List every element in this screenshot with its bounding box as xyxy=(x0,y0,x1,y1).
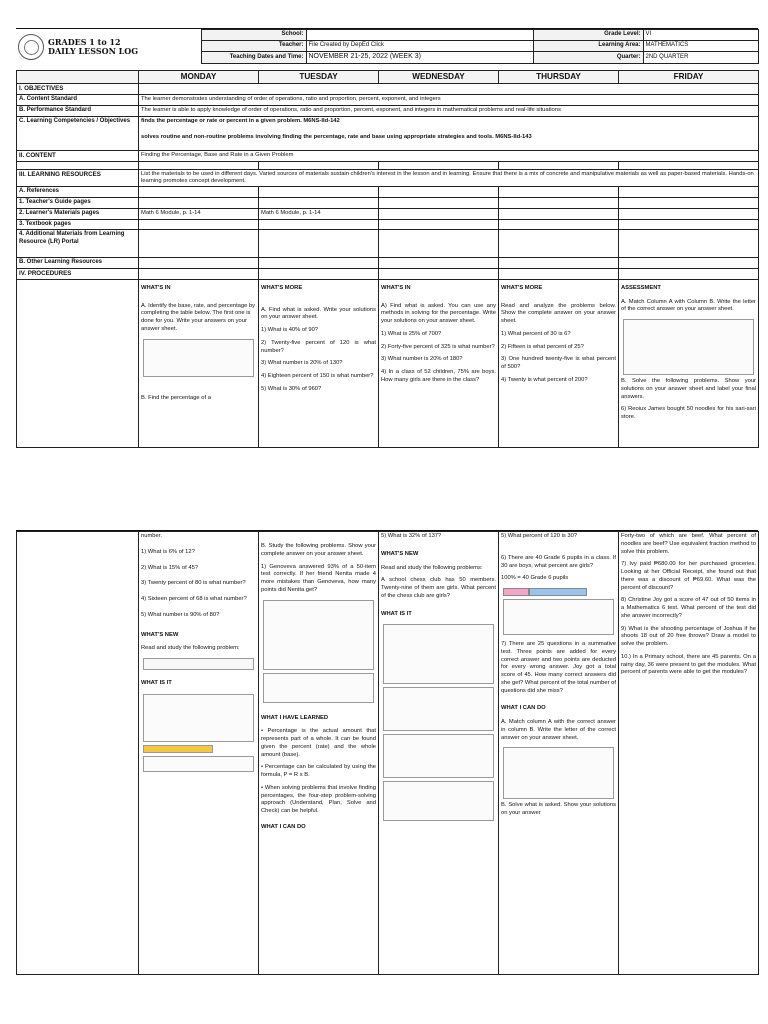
thursday-q4: 4) Twenty is what percent of 200? xyxy=(501,376,588,383)
wednesday-q2: 2) Forty-five percent of 325 is what number? xyxy=(381,343,495,350)
monday-p1: A. Identify the base, rate, and percentage by completing the table below. The first one is done for you. Write your answers on your answer sheet. xyxy=(141,302,256,332)
thursday-q2: 2) Fifteen is what percent of 25? xyxy=(501,343,584,350)
lm-monday: Math 6 Module, p. 1-14 xyxy=(139,208,259,219)
p2-thursday-q6: 6) There are 40 Grade 6 pupils in a class. If 30 are boys, what percent are girls? xyxy=(501,554,616,569)
lm-tuesday: Math 6 Module, p. 1-14 xyxy=(259,208,379,219)
performance-standard-label: B. Performance Standard xyxy=(17,106,139,117)
wednesday-continued xyxy=(379,532,499,975)
tuesday-q3: 3) What number is 20% of 130? xyxy=(261,360,343,367)
tuesday-q2: 2) Twenty-five percent of 120 is what number? xyxy=(261,339,376,354)
p2-thursday-h1: WHAT I CAN DO xyxy=(501,705,546,712)
p2-thursday-q7: 7) There are 25 questions in a summative test. Three points are added for every correct answer and two points are deducted for every wrong answer. Joy got a total score of 45. How many correct answers did she get? What percent of the total number of questions did she miss? xyxy=(501,641,616,694)
p2-thursday-q6b: 100% = 40 Grade 6 pupils xyxy=(501,575,569,582)
lm-pages-label: 2. Learner's Materials pages xyxy=(17,208,139,219)
solution-steps-figure xyxy=(143,756,254,772)
p2-monday-q4: 4) Sixteen percent of 68 is what number? xyxy=(141,596,247,603)
chess-club-solution-figure xyxy=(383,624,494,684)
problem-box-figure xyxy=(143,658,254,670)
deped-seal-icon xyxy=(18,34,44,60)
friday-p3: 6) Reoiux James bought 50 noodles for his sari-sari store. xyxy=(621,406,756,421)
logo-line-1: GRADES 1 to 12 xyxy=(48,37,121,48)
tuesday-title: WHAT'S MORE xyxy=(261,284,303,291)
p2-thursday-q5: 5) What percent of 120 is 30? xyxy=(501,533,578,539)
pupils-bar-model xyxy=(503,588,614,596)
grade-level-label: Grade Level: xyxy=(533,30,643,41)
wednesday-q3: 3) What number is 20% of 180? xyxy=(381,356,463,363)
genoveva-diagram-figure xyxy=(263,600,374,670)
lesson-log-page-1 xyxy=(16,28,758,470)
competency-2: solves routine and non-routine problems involving finding the percentage, rate and base using appropriate strategies and tools. M6NS-IId-143 xyxy=(141,134,532,141)
thursday-q1: 1) What percent of 30 is 6? xyxy=(501,330,571,337)
thursday-procedure xyxy=(499,279,619,447)
blank-header xyxy=(17,70,139,84)
p2-tuesday-h2: WHAT I CAN DO xyxy=(261,824,306,831)
procedures-label: IV. PROCEDURES xyxy=(17,268,139,279)
teacher-value: File Created by DepEd Click xyxy=(306,41,533,52)
worked-solution-figure xyxy=(143,694,254,742)
logo-cell xyxy=(16,30,201,64)
boys-bar-segment xyxy=(529,588,587,596)
grade-level-value: VI xyxy=(643,30,758,41)
p2-tuesday-h1: WHAT I HAVE LEARNED xyxy=(261,714,329,721)
p2-monday-p0: number. xyxy=(141,533,162,539)
p2-tuesday-p1: B. Study the following problems. Show your complete answer on your answer sheet. xyxy=(261,543,376,557)
tuesday-q4: 4) Eighteen percent of 150 is what number? xyxy=(261,373,374,380)
ratio-method-figure xyxy=(383,734,494,778)
quarter-value: 2ND QUARTER xyxy=(643,52,758,64)
p2-friday-p3: 8) Christine Joy got a score of 47 out of 50 items in a Mathematics 6 test. What percent of the test did she answer incorrectly? xyxy=(621,597,756,619)
wednesday-p1: A) Find what is asked. You can use any methods in solving for the percentage. Write your solutions on your answer sheet. xyxy=(381,302,496,325)
logo-line-2: DAILY LESSON LOG xyxy=(48,46,139,57)
tuesday-q5: 5) What is 30% of 960? xyxy=(261,385,322,392)
p2-wednesday-q5: 5) What is 32% of 137? xyxy=(381,533,442,539)
content-text: Finding the Percentage, Base and Rate in a Given Problem xyxy=(139,150,759,161)
teaching-dates-label: Teaching Dates and Time: xyxy=(201,52,306,64)
p2-tuesday-b2: • Percentage can be calculated by using the formula, P = R x B. xyxy=(261,764,376,779)
p2-wednesday-p2: A school chess club has 50 members. Twenty-nine of them are girls. What percent of the chess club are girls? xyxy=(381,577,496,599)
p2-monday-h2: WHAT IS IT xyxy=(141,680,172,687)
header-table xyxy=(16,29,759,64)
teacher-label: Teacher: xyxy=(201,41,306,52)
day-tuesday: TUESDAY xyxy=(259,70,379,84)
monday-procedure xyxy=(139,279,259,447)
content-label: II. CONTENT xyxy=(17,150,139,161)
tg-pages-label: 1. Teacher's Guide pages xyxy=(17,198,139,209)
p2-thursday-p2: B. Solve what is asked. Show your solutions on your answer xyxy=(501,802,616,817)
day-header-row xyxy=(17,70,759,84)
procedures-table-continued xyxy=(16,531,759,975)
friday-procedure xyxy=(619,279,759,447)
lesson-log-page-2 xyxy=(16,530,758,974)
matching-columns-figure xyxy=(623,319,754,375)
resources-label: III. LEARNING RESOURCES xyxy=(17,169,139,187)
thursday-q3: 3) One hundred twenty-five is what percent of 500? xyxy=(501,356,616,371)
procedures-table xyxy=(16,70,759,448)
p2-friday-p2: 7) Ivy paid ₱680.00 for her purchased groceries. Looking at her Official Receipt, she found out that there was a discount of ₱69.60. What was the percent of discount? xyxy=(621,561,756,591)
p2-monday-p1: Read and study the following problem: xyxy=(141,645,240,652)
p2-friday-p4: 9) What is the shooting percentage of Joshua if he shoots 18 out of 20 free throws? Draw a model to solve the problem. xyxy=(621,625,756,648)
p2-wednesday-p1: Read and study the following problems: xyxy=(381,564,483,571)
day-wednesday: WEDNESDAY xyxy=(379,70,499,84)
content-standard-text: The learner demonstrates understanding of order of operations, ratio and proportion, percent, exponent, and integers xyxy=(139,95,759,106)
learning-area-label: Learning Area: xyxy=(533,41,643,52)
content-standard-label: A. Content Standard xyxy=(17,95,139,106)
p2-wednesday-h1: WHAT'S NEW xyxy=(381,550,419,557)
friday-p2: B. Solve the following problems. Show your solutions on your answer sheet and label your final answers. xyxy=(621,378,756,400)
p2-monday-q1: 1) What is 6% of 12? xyxy=(141,548,195,555)
other-resources-label: B. Other Learning Resources xyxy=(17,258,139,269)
p2-tuesday-p2: 1) Genoveva answered 93% of a 50-item test correctly. If her friend Nenita made 4 more mistakes than Genoveva, how many points did Nenita get? xyxy=(261,563,376,593)
p2-friday-p5: 10.) In a Primary school, there are 45 parents. On a rainy day, 36 were present to get the modules. What percent of parents were able to get the modules? xyxy=(621,653,756,676)
references-label: A. References xyxy=(17,187,139,198)
performance-standard-text: The learner is able to apply knowledge of order of operations, ratio and proportion, percent, exponent, and integers in mathematical problems and real-life situations xyxy=(139,106,759,117)
matching-columns-figure-2 xyxy=(503,747,614,799)
day-friday: FRIDAY xyxy=(619,70,759,84)
p2-monday-h1: WHAT'S NEW xyxy=(141,631,179,638)
wednesday-title: WHAT'S IN xyxy=(381,284,411,291)
additional-materials-label: 4. Additional Materials from Learning Resource (LR) Portal xyxy=(17,230,139,258)
base-rate-table-figure xyxy=(143,339,254,377)
wednesday-q4: 4) In a class of 52 children, 75% are boys. How many girls are there in the class? xyxy=(381,369,496,383)
school-label: School: xyxy=(201,30,306,41)
school-value xyxy=(306,30,533,41)
p2-wednesday-h2: WHAT IS IT xyxy=(381,610,412,617)
tuesday-q1: 1) What is 40% of 90? xyxy=(261,327,319,334)
tuesday-continued xyxy=(259,532,379,975)
thursday-continued xyxy=(499,532,619,975)
quarter-label: Quarter: xyxy=(533,52,643,64)
monday-p2: B. Find the percentage of a xyxy=(141,394,211,401)
p2-tuesday-b1: • Percentage is the actual amount that represents part of a whole. It can be found given the percent (rate) and the whole amount (base). xyxy=(261,728,376,758)
tuesday-p1: A. Find what is asked. Write your solutions on your answer sheet. xyxy=(261,306,376,321)
day-monday: MONDAY xyxy=(139,70,259,84)
p2-tuesday-b3: • When solving problems that involve finding percentages, the four-step problem-solving approach (Understand, Plan, Solve and Check) can be helpful. xyxy=(261,784,376,815)
girls-bar-segment xyxy=(503,588,529,596)
textbook-pages-label: 3. Textbook pages xyxy=(17,219,139,230)
learning-area-value: MATHEMATICS xyxy=(643,41,758,52)
resources-text: List the materials to be used in different days. Varied sources of materials sustain children's interest in the lesson and in learning. Ensure that there is a mix of concrete and manipulative materials as well as paper-based materials. Hands-on learning promotes concept development. xyxy=(139,169,759,187)
p2-monday-q2: 2) What is 15% of 45? xyxy=(141,564,199,571)
competency-1: finds the percentage or rate or percent in a given problem. M6NS-IId-142 xyxy=(141,117,340,124)
thursday-p1: Read and analyze the problems below. Show the complete answer on your answer sheet. xyxy=(501,302,616,325)
friday-p1: A. Match Column A with Column B. Write the letter of the correct answer on your answer sheet. xyxy=(621,298,756,313)
chess-club-model-figure xyxy=(383,687,494,731)
bar-model-figure xyxy=(143,745,213,753)
day-thursday: THURSDAY xyxy=(499,70,619,84)
p2-monday-q5: 5) What number is 90% of 80? xyxy=(141,611,220,618)
thursday-title: WHAT'S MORE xyxy=(501,284,543,291)
wednesday-q1: 1) What is 25% of 700? xyxy=(381,330,442,337)
objectives-label: I. OBJECTIVES xyxy=(17,84,139,95)
wednesday-procedure xyxy=(379,279,499,447)
p2-monday-q3: 3) Twenty percent of 80 is what number? xyxy=(141,580,246,587)
genoveva-solution-figure xyxy=(263,673,374,703)
monday-title: WHAT'S IN xyxy=(141,284,171,291)
p2-thursday-p1: A. Match column A with the correct answer in column B. Write the letter of the correct answer on your answer sheet. xyxy=(501,719,616,741)
tuesday-procedure xyxy=(259,279,379,447)
friday-title: ASSESSMENT xyxy=(621,284,661,291)
monday-continued xyxy=(139,532,259,975)
proportion-method-figure xyxy=(383,781,494,821)
friday-continued xyxy=(619,532,759,975)
competencies-label: C. Learning Competencies / Objectives xyxy=(17,116,139,150)
teaching-dates-value: NOVEMBER 21-25, 2022 (WEEK 3) xyxy=(306,52,533,64)
p2-friday-p1: Forty-two of which are beef. What percent of noodles are beef? Use equivalent fraction method to solve this problem. xyxy=(621,533,756,555)
pupils-solution-figure xyxy=(503,599,614,635)
